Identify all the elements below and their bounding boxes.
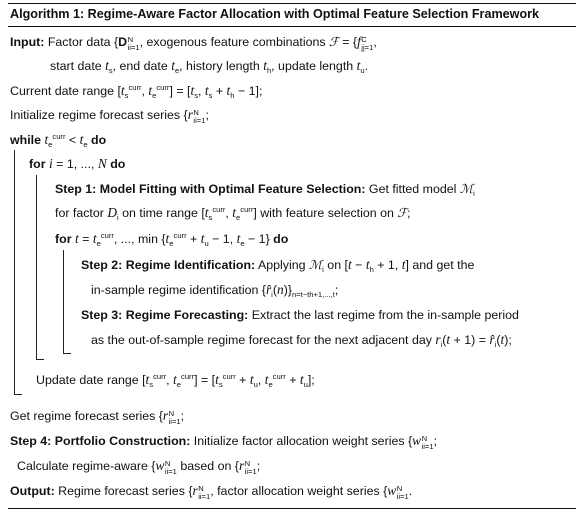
- math-variable: t: [145, 372, 150, 387]
- line-for-i: [29, 156, 125, 172]
- subscript-row: [128, 44, 140, 52]
- text-run: ] = [: [169, 84, 191, 98]
- math-variable: t: [92, 231, 97, 246]
- subscript: u: [253, 380, 258, 389]
- line-for-t: [55, 231, 288, 247]
- text-run: Calculate regime-aware {: [17, 459, 156, 473]
- line-init-regime: [10, 107, 209, 125]
- script-stack: [422, 435, 434, 451]
- superscript: N: [244, 459, 251, 468]
- subscript: e: [176, 380, 182, 389]
- text-run: ] and get the: [405, 258, 475, 272]
- math-variable: r: [187, 107, 193, 122]
- text-run: =: [78, 232, 93, 246]
- text-run: +: [212, 84, 227, 98]
- subscript: s: [208, 213, 213, 222]
- superscript: curr: [153, 372, 167, 381]
- math-variable: t: [347, 257, 352, 272]
- math-variable: t: [165, 231, 170, 246]
- math-variable: r̂: [489, 332, 495, 347]
- subscript: i: [164, 467, 167, 476]
- line-input-2: [50, 58, 368, 74]
- subscript: s: [149, 380, 154, 389]
- bold-keyword: Step 4: Portfolio Construction:: [10, 434, 191, 448]
- subscript: e: [268, 380, 273, 389]
- text-run: on time range [: [118, 206, 205, 220]
- superscript: curr: [272, 372, 286, 381]
- math-variable: t: [190, 83, 195, 98]
- text-run: ;: [334, 283, 339, 297]
- text-run: );: [504, 333, 512, 347]
- line-step3-cont: [91, 332, 512, 348]
- text-run: ];: [307, 373, 315, 387]
- script-stack: [165, 460, 177, 476]
- subscript: s: [108, 66, 113, 75]
- subscript: e: [236, 213, 241, 222]
- subscript: i: [127, 43, 130, 52]
- math-variable: f: [357, 34, 361, 49]
- text-run: ;: [433, 434, 438, 448]
- superscript: N: [396, 484, 403, 493]
- subscript-range: i=1: [166, 467, 177, 476]
- math-variable: t: [148, 83, 153, 98]
- subscript: e: [240, 239, 245, 248]
- script-stack: [361, 36, 373, 52]
- superscript: N: [193, 108, 199, 117]
- text-run: ,: [225, 206, 233, 220]
- text-run: −: [351, 258, 366, 272]
- line-input-1: [10, 34, 377, 52]
- subscript: h: [266, 66, 272, 75]
- math-variable: i: [48, 156, 53, 171]
- math-variable: t: [264, 372, 269, 387]
- subscript: n=t−t: [291, 290, 310, 299]
- top-rule: [8, 3, 576, 4]
- math-variable: r: [435, 332, 441, 347]
- text-run: + 1,: [373, 258, 402, 272]
- math-variable: t: [226, 83, 231, 98]
- script-stack: [397, 485, 409, 501]
- for-t-scope-bracket: [63, 250, 71, 354]
- text-run: Regime forecast series {: [54, 484, 193, 498]
- script-stack: [128, 36, 140, 52]
- math-variable: r̂: [265, 282, 272, 297]
- subscript-row: [193, 117, 205, 125]
- text-run: Get regime forecast series {: [10, 409, 163, 423]
- line-step1-cont: [55, 205, 411, 221]
- subscript: h: [369, 265, 374, 274]
- line-step1: [55, 181, 475, 197]
- subscript-range: i=1: [398, 492, 409, 501]
- math-calligraphic: ℳ: [308, 257, 323, 272]
- script-stack: [198, 485, 210, 501]
- text-run: ,: [141, 84, 149, 98]
- text-run: Update date range [: [36, 373, 146, 387]
- algorithm-title: Algorithm 1: Regime-Aware Factor Allocation with Optimal Feature Selection Framework: [10, 7, 540, 21]
- bold-keyword: Output:: [10, 484, 55, 498]
- subscript: e: [169, 239, 174, 248]
- subscript-range: j=1: [362, 43, 374, 52]
- superscript: C: [361, 35, 367, 44]
- text-run: ;: [256, 459, 261, 473]
- math-variable: n: [276, 282, 284, 297]
- line-calc-weights: [17, 458, 260, 476]
- subscript: e: [83, 140, 88, 149]
- subscript: s: [208, 91, 213, 100]
- superscript: N: [127, 35, 134, 44]
- subscript: s: [124, 91, 129, 100]
- math-variable: t: [249, 372, 254, 387]
- subscript: i: [193, 116, 196, 125]
- bold-keyword: do: [91, 133, 107, 147]
- subscript: i: [198, 492, 200, 501]
- subscript: i: [421, 442, 424, 451]
- bold-keyword: Step 3: Regime Forecasting:: [81, 308, 249, 322]
- subscript-range: i=1: [423, 442, 434, 451]
- bold-keyword: Input:: [10, 35, 45, 49]
- math-variable: t: [44, 132, 49, 147]
- math-variable: t: [79, 132, 84, 147]
- superscript: curr: [181, 372, 195, 381]
- subscript: h: [230, 91, 235, 100]
- subscript: i: [244, 467, 247, 476]
- text-run: , factor allocation weight series {: [210, 484, 388, 498]
- math-variable: t: [200, 231, 205, 246]
- text-run: in-sample regime identification {: [91, 283, 266, 297]
- text-run: +: [186, 232, 201, 246]
- text-run: , exogenous feature combinations: [139, 35, 330, 49]
- line-step3: [81, 307, 519, 323]
- superscript: N: [168, 409, 175, 418]
- text-run: Initialize factor allocation weight series {: [190, 434, 413, 448]
- text-run: ,: [166, 373, 174, 387]
- bold-keyword: for: [55, 232, 72, 246]
- line-step2-cont: [91, 282, 338, 298]
- text-run: , end date: [112, 59, 172, 73]
- subscript-range: i=1: [246, 467, 257, 476]
- text-run: Extract the last regime from the in-sample period: [248, 308, 519, 322]
- subscript: i: [473, 189, 475, 198]
- subscript: u: [204, 239, 209, 248]
- text-run: Factor data {: [44, 35, 119, 49]
- line-get-regime: [10, 408, 184, 426]
- text-run: = 1, ...,: [52, 157, 98, 171]
- text-run: based on {: [176, 459, 239, 473]
- line-update-range: [36, 372, 315, 388]
- text-run: , ..., min {: [113, 232, 166, 246]
- math-variable: w: [412, 433, 422, 448]
- subscript: i: [271, 290, 273, 299]
- math-variable: t: [105, 58, 109, 73]
- text-run: (: [496, 333, 501, 347]
- subscript: i: [440, 340, 443, 349]
- text-run: (: [442, 333, 447, 347]
- for-i-scope-bracket: [36, 175, 44, 360]
- math-variable: t: [365, 257, 370, 272]
- superscript: curr: [240, 205, 254, 214]
- text-run: start date: [50, 59, 106, 73]
- script-stack: [245, 460, 257, 476]
- text-run: ,: [373, 35, 377, 49]
- subscript-row: [397, 493, 409, 501]
- text-run: ;: [205, 108, 209, 122]
- subscript: j: [361, 43, 363, 52]
- bold-keyword: while: [10, 133, 41, 147]
- subscript: i: [494, 340, 497, 349]
- math-variable: t: [401, 257, 406, 272]
- superscript: curr: [52, 132, 66, 141]
- math-calligraphic: ℱ: [329, 34, 339, 49]
- text-run: Get fitted model: [365, 182, 460, 196]
- text-run: − 1];: [234, 84, 263, 98]
- bold-keyword: do: [110, 157, 126, 171]
- math-variable: t: [171, 58, 175, 73]
- text-run: (: [272, 283, 277, 297]
- text-run: = {: [338, 35, 358, 49]
- bold-keyword: for: [29, 157, 46, 171]
- math-variable: t: [236, 231, 241, 246]
- text-run: ] with feature selection on: [253, 206, 398, 220]
- math-variable: t: [500, 332, 505, 347]
- script-stack: [169, 410, 181, 426]
- subscript: s: [194, 91, 198, 100]
- superscript: curr: [156, 83, 170, 92]
- text-run: Applying: [255, 258, 309, 272]
- text-run: ] = [: [194, 373, 216, 387]
- math-variable: r: [192, 483, 198, 498]
- subscript: s: [218, 380, 223, 389]
- superscript: N: [164, 459, 171, 468]
- text-run: − 1}: [244, 232, 274, 246]
- bold-keyword: do: [273, 232, 289, 246]
- math-calligraphic: ℳ: [459, 181, 474, 196]
- math-calligraphic: ℱ: [397, 205, 408, 220]
- math-variable: t: [446, 332, 451, 347]
- text-run: for factor: [55, 206, 108, 220]
- text-run: , update length: [271, 59, 357, 73]
- math-variable: t: [74, 231, 79, 246]
- subscript: i: [396, 492, 399, 501]
- math-variable: t: [356, 58, 361, 73]
- math-variable: t: [299, 372, 304, 387]
- subscript-row: [361, 44, 373, 52]
- text-run: Current date range [: [10, 84, 121, 98]
- subscript: u: [360, 66, 365, 75]
- subscript-row: [165, 468, 177, 476]
- text-run: Initialize regime forecast series {: [10, 108, 188, 122]
- math-variable: t: [232, 205, 237, 220]
- math-variable: w: [155, 458, 165, 473]
- math-variable: t: [120, 83, 125, 98]
- superscript: N: [421, 434, 428, 443]
- text-run: .: [364, 59, 369, 73]
- line-while: [10, 132, 106, 148]
- subscript: i: [117, 213, 119, 222]
- superscript: curr: [173, 231, 187, 240]
- bold-keyword: D: [118, 35, 128, 49]
- subscript: e: [152, 91, 157, 100]
- math-variable: N: [97, 156, 107, 171]
- subscript-range: i=1: [199, 492, 211, 501]
- math-variable: D: [107, 205, 118, 220]
- subscript-row: [422, 443, 434, 451]
- superscript: curr: [128, 83, 142, 92]
- text-run: .: [408, 484, 413, 498]
- bold-keyword: Step 2: Regime Identification:: [81, 258, 256, 272]
- title-rule: [8, 26, 576, 27]
- math-variable: t: [263, 58, 267, 73]
- subscript-range: i=1: [129, 43, 140, 52]
- text-run: − 1,: [208, 232, 237, 246]
- subscript: u: [303, 380, 308, 389]
- subscript-range: i=1: [170, 417, 181, 426]
- line-step2: [81, 257, 474, 273]
- subscript-row: [245, 468, 257, 476]
- text-run: as the out-of-sample regime forecast for the next adjacent day: [91, 333, 436, 347]
- text-run: ,: [198, 84, 205, 98]
- bold-keyword: Step 1: Model Fitting with Optimal Feature Selection:: [55, 182, 366, 196]
- subscript-row: [198, 493, 210, 501]
- subscript-row: [169, 418, 181, 426]
- math-variable: r: [162, 408, 169, 423]
- line-output: [10, 483, 412, 501]
- math-variable: t: [204, 83, 209, 98]
- subscript: i: [168, 417, 171, 426]
- superscript: N: [198, 484, 204, 493]
- line-step4: [10, 433, 437, 451]
- subscript-range: i=1: [195, 116, 206, 125]
- text-run: ;: [407, 206, 411, 220]
- superscript: curr: [212, 205, 226, 214]
- superscript: curr: [222, 372, 236, 381]
- text-run: +: [235, 373, 250, 387]
- text-run: ,: [257, 373, 265, 387]
- subscript: +1,...,t: [313, 290, 335, 299]
- math-variable: t: [215, 372, 219, 387]
- while-scope-bracket: [14, 150, 22, 395]
- subscript: e: [96, 239, 101, 248]
- text-run: +: [285, 373, 300, 387]
- math-variable: t: [173, 372, 177, 387]
- superscript: curr: [100, 231, 114, 240]
- subscript: e: [48, 140, 53, 149]
- line-current-range: [10, 83, 262, 99]
- script-stack: [193, 109, 205, 125]
- text-run: , history length: [179, 59, 264, 73]
- subscript: h: [309, 290, 314, 299]
- subscript: e: [174, 66, 180, 75]
- text-run: + 1) =: [450, 333, 490, 347]
- bottom-rule: [8, 508, 576, 509]
- text-run: ;: [180, 409, 185, 423]
- text-run: on [: [323, 258, 348, 272]
- math-variable: r: [238, 458, 245, 473]
- text-run: )}: [283, 283, 292, 297]
- math-variable: t: [204, 205, 209, 220]
- math-variable: w: [387, 483, 397, 498]
- text-run: <: [65, 133, 80, 147]
- subscript: i: [322, 265, 324, 274]
